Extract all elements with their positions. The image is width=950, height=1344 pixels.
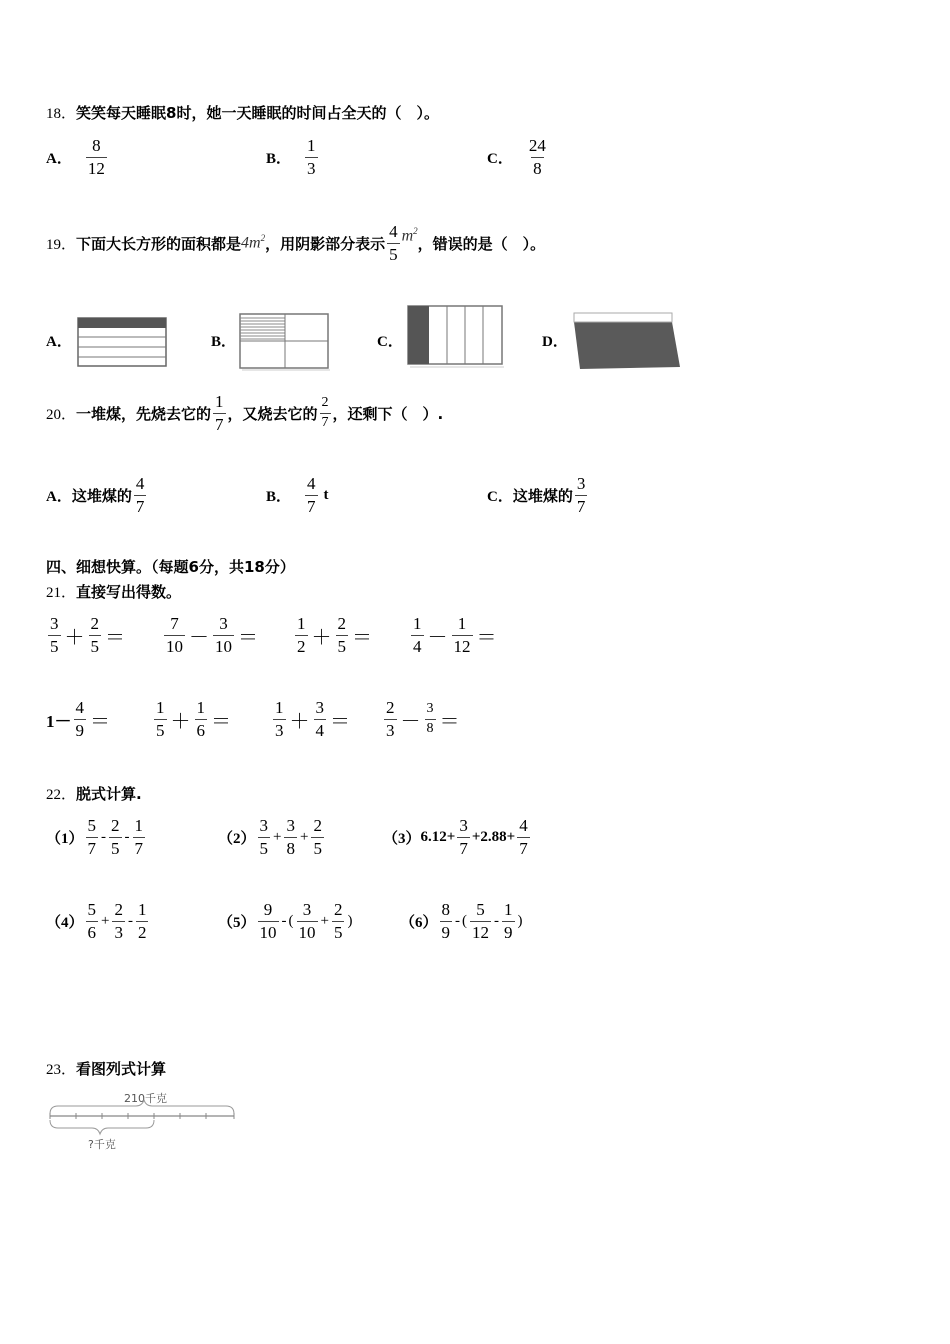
fraction: $\frac{3}{7}$ <box>459 816 468 858</box>
q21-item-4[interactable]: $\frac{1}{4}$ － $\frac{1}{12}$ ＝ <box>413 614 497 656</box>
q20-text-c: ，还剩下（ ）. <box>332 404 444 423</box>
q22-problem-5[interactable]: （5） $\frac{9}{10}$ - ( $\frac{3}{10}$ + $\frac{2}{5}$ ) <box>218 900 353 942</box>
q19-number: 19． <box>46 236 77 253</box>
fraction: $\frac{8}{9}$ <box>441 900 451 942</box>
q22-problem-6[interactable]: （6） $\frac{8}{9}$ - ( $\frac{5}{12}$ - $\frac{1}{9}$ ) <box>400 900 523 942</box>
q20-option-a[interactable]: A． 这堆煤的 $\frac{4}{7}$ <box>46 474 145 516</box>
option-label: A． <box>46 150 72 167</box>
q20-stem <box>46 392 443 434</box>
q19-text-b: ，用阴影部分表示 <box>265 234 386 253</box>
fraction: $\frac{5}{12}$ <box>472 900 490 942</box>
q20-number: 20． <box>46 406 77 423</box>
fraction: $\frac{9}{10}$ <box>259 900 277 942</box>
fraction: $\frac{2}{5}$ <box>333 900 343 942</box>
fraction: $\frac{4}{7}$ <box>307 474 316 516</box>
q19-stem <box>46 222 545 264</box>
fraction: $\frac{1}{5}$ <box>156 698 165 740</box>
option-label: B． <box>266 150 292 167</box>
rect-figure-c <box>404 303 508 371</box>
q19-text-c: ，错误的是（ ）。 <box>417 234 546 253</box>
q20-text-b: ，又烧去它的 <box>227 404 318 423</box>
q19-option-d-label[interactable]: D． <box>542 334 568 350</box>
area-value: $4m^2$ <box>241 233 266 252</box>
fraction: $\frac{1}{3}$ <box>275 698 284 740</box>
section-four-heading: 四、细想快算。（每题6分，共18分） <box>46 558 295 576</box>
q18-option-b[interactable] <box>266 136 320 178</box>
fraction: $\frac{3}{5}$ <box>50 614 59 656</box>
fraction: $\frac{4}{9}$ <box>75 698 84 740</box>
fraction: $\frac{24}{8}$ <box>528 136 546 178</box>
q22-problem-3[interactable]: （3） 6.12+ $\frac{3}{7}$ +2.88+ $\frac{4}{7}$ <box>383 816 528 858</box>
q22-problem-2[interactable]: （2） $\frac{3}{5}$ + $\frac{3}{8}$ + $\frac{2}{5}$ <box>218 816 322 858</box>
fraction: $\frac{5}{6}$ <box>87 900 97 942</box>
fraction: $\frac{1}{7}$ <box>134 816 144 858</box>
fraction: $\frac{1}{3}$ <box>307 136 316 178</box>
fraction: $\frac{3}{10}$ <box>215 614 232 656</box>
unit: $m^2$ <box>401 226 418 245</box>
rect-figure-a <box>74 316 168 370</box>
q23-stem: 23． 看图列式计算 <box>46 1060 167 1078</box>
fraction: $\frac{4}{7}$ <box>135 474 145 516</box>
q21-item-3[interactable]: $\frac{1}{2}$ ＋ $\frac{2}{5}$ ＝ <box>297 614 372 656</box>
q21-item-6[interactable]: $\frac{1}{5}$ ＋ $\frac{1}{6}$ ＝ <box>156 698 231 740</box>
fraction: $\frac{2}{5}$ <box>313 816 322 858</box>
q21-stem: 21． 直接写出得数。 <box>46 583 182 601</box>
fraction: $\frac{4}{5}$ <box>389 222 398 264</box>
q21-item-8[interactable]: $\frac{2}{3}$ － $\frac{3}{8}$ ＝ <box>386 698 460 740</box>
fraction: $\frac{1}{6}$ <box>196 698 205 740</box>
q22-problem-4[interactable]: （4） $\frac{5}{6}$ + $\frac{2}{3}$ - $\frac{1}{2}$ <box>46 900 147 942</box>
q22-stem: 22． 脱式计算. <box>46 785 142 803</box>
q20-text-a: 一堆煤，先烧去它的 <box>76 404 212 423</box>
q18-stem <box>46 102 439 123</box>
fraction: $\frac{1}{12}$ <box>453 614 471 656</box>
total-label: 210千克 <box>124 1092 167 1105</box>
q19-option-c-label[interactable]: C． <box>377 334 403 350</box>
fraction: $\frac{1}{2}$ <box>297 614 306 656</box>
q21-item-1[interactable]: $\frac{3}{5}$ ＋ $\frac{2}{5}$ ＝ <box>50 614 125 656</box>
part-label: ?千克 <box>88 1138 116 1151</box>
q21-item-5[interactable]: 1－ $\frac{4}{9}$ ＝ <box>46 698 110 740</box>
fraction: $\frac{2}{5}$ <box>111 816 120 858</box>
option-label: C． <box>487 150 513 167</box>
fraction: $\frac{1}{7}$ <box>215 392 224 434</box>
fraction: $\frac{3}{8}$ <box>426 701 434 736</box>
fraction: $\frac{2}{5}$ <box>337 614 346 656</box>
fraction: $\frac{2}{5}$ <box>90 614 99 656</box>
q21-item-2[interactable]: $\frac{7}{10}$ － $\frac{3}{10}$ ＝ <box>166 614 258 656</box>
rect-figure-b <box>237 311 333 373</box>
fraction: $\frac{3}{7}$ <box>576 474 586 516</box>
fraction: $\frac{1}{9}$ <box>504 900 513 942</box>
fraction: $\frac{1}{2}$ <box>137 900 147 942</box>
q20-option-c[interactable]: C． 这堆煤的 $\frac{3}{7}$ <box>487 474 586 516</box>
fraction: $\frac{3}{10}$ <box>298 900 316 942</box>
q19-option-a-label[interactable]: A． <box>46 334 72 350</box>
fraction: $\frac{5}{7}$ <box>87 816 97 858</box>
fraction: $\frac{4}{7}$ <box>519 816 528 858</box>
fraction: $\frac{1}{4}$ <box>413 614 422 656</box>
segment-diagram <box>46 1088 246 1154</box>
q19-text-a: 下面大长方形的面积都是 <box>76 234 242 253</box>
q18-number: 18． <box>46 106 77 122</box>
fraction: $\frac{8}{12}$ <box>87 136 105 178</box>
q19-option-b-label[interactable]: B． <box>211 334 237 350</box>
q20-option-b[interactable]: B． $\frac{4}{7}$ t <box>266 474 329 516</box>
fraction: $\frac{2}{3}$ <box>114 900 123 942</box>
q22-problem-1[interactable]: （1） $\frac{5}{7}$ - $\frac{2}{5}$ - $\frac{1}{7}$ <box>46 816 144 858</box>
fraction: $\frac{2}{3}$ <box>386 698 395 740</box>
q21-item-7[interactable]: $\frac{1}{3}$ ＋ $\frac{3}{4}$ ＝ <box>275 698 350 740</box>
segment-lines <box>46 1088 246 1154</box>
fraction: $\frac{7}{10}$ <box>166 614 183 656</box>
fraction: $\frac{3}{5}$ <box>259 816 269 858</box>
q18-option-c[interactable] <box>487 136 550 178</box>
fraction: $\frac{3}{4}$ <box>315 698 324 740</box>
fraction: $\frac{3}{8}$ <box>286 816 295 858</box>
q18-text: 笑笑每天睡眠8时，她一天睡眠的时间占全天的（ ）。 <box>76 104 439 122</box>
rect-figure-d <box>568 307 684 373</box>
q18-option-a[interactable] <box>46 136 109 178</box>
fraction: $\frac{2}{7}$ <box>321 395 329 430</box>
